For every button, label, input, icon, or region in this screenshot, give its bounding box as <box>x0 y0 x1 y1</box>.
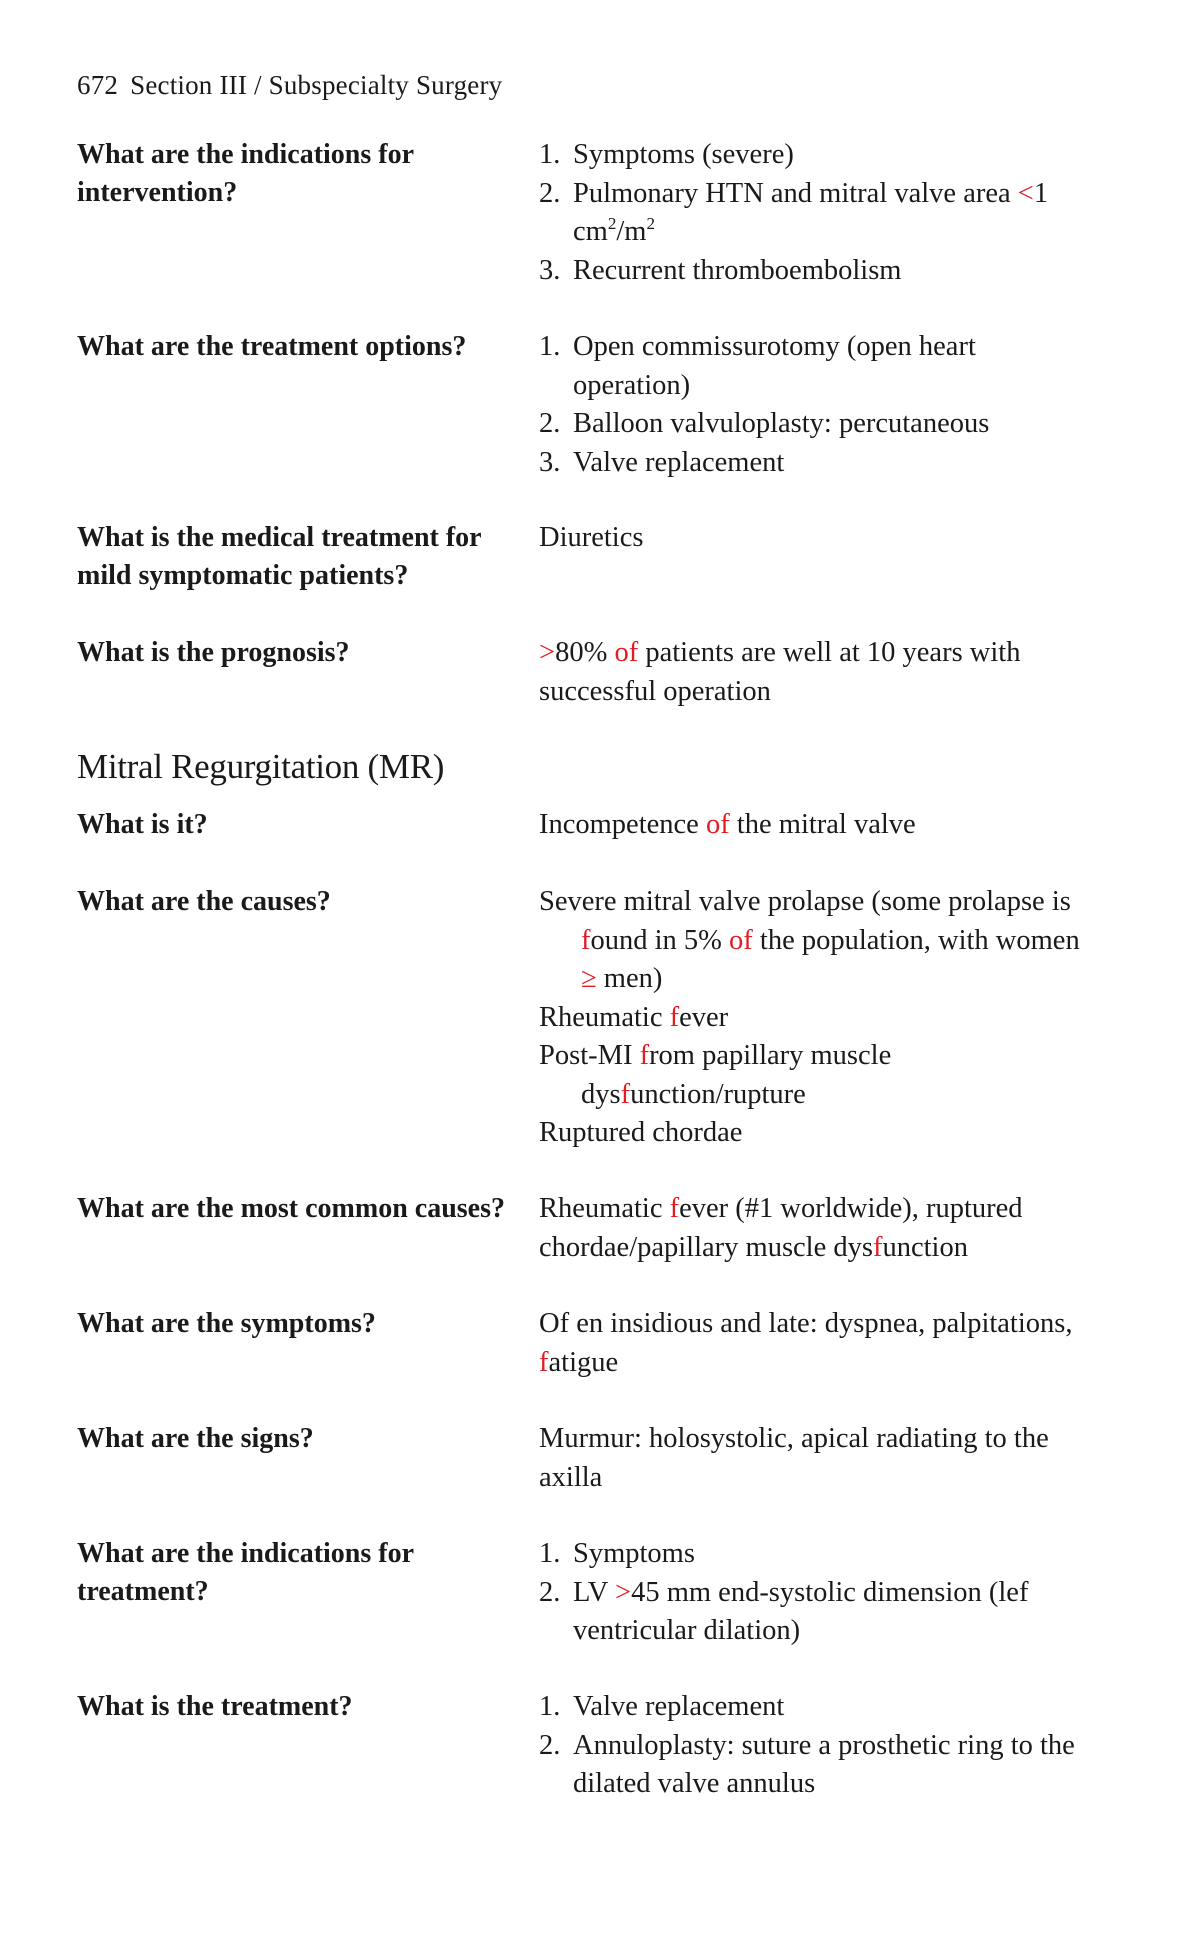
list-item <box>539 252 1099 291</box>
answer-line <box>539 1190 1099 1267</box>
answer-text: Rheumatic <box>539 1193 670 1224</box>
red-text: f <box>669 1001 680 1033</box>
red-text: f <box>581 924 591 956</box>
numbered-list <box>539 136 1099 290</box>
list-item <box>539 1727 1099 1804</box>
answer-text: unction <box>882 1231 968 1263</box>
answer-text: Of en insidious and late: dyspnea, palpitations, <box>539 1308 1073 1339</box>
answer-text: Open commissurotomy (open heart operation) <box>573 331 976 401</box>
page-number: 672 <box>77 70 119 100</box>
answer-text: Murmur: holosystolic, apical radiating to the axilla <box>539 1423 1049 1493</box>
red-text: of <box>614 637 639 668</box>
answer <box>539 1190 1099 1267</box>
answer <box>539 136 1099 290</box>
question: What is the prognosis? <box>77 637 350 668</box>
red-text: > <box>615 1576 632 1608</box>
red-text: of <box>705 809 730 840</box>
answer-text: Severe mitral valve prolapse (some prolapse is <box>539 886 1071 917</box>
answer-text: 45 mm end-systolic dimension (lef ventricular dilation) <box>573 1576 1029 1646</box>
question: What are the causes? <box>77 886 331 917</box>
answer-text: ever (#1 worldwide), ruptured chordae/papillary muscle dys <box>539 1193 1023 1263</box>
list-item <box>539 328 1099 405</box>
question: What is the treatment? <box>77 1691 353 1722</box>
answer-line <box>539 1420 1099 1497</box>
running-head: Section III / Subspecialty Surgery <box>130 70 503 100</box>
answer-line <box>539 519 1099 558</box>
numbered-list <box>539 1535 1099 1651</box>
answer <box>539 883 1099 1153</box>
answer <box>539 634 1099 711</box>
answer-text: Ruptured chordae <box>539 1117 743 1148</box>
question: What is it? <box>77 809 208 840</box>
list-item <box>539 1574 1099 1651</box>
answer-text: Annuloplasty: suture a prosthetic ring to the dilated valve annulus <box>573 1729 1075 1799</box>
red-text: f <box>539 1346 549 1378</box>
answer-text: Post-MI <box>539 1040 640 1071</box>
answer-line <box>539 634 1099 711</box>
list-number: 1. <box>539 331 561 362</box>
answer-text: /m <box>616 216 647 247</box>
list-item <box>539 1037 1099 1114</box>
answer-text: Symptoms <box>573 1538 695 1569</box>
answer <box>539 1535 1099 1651</box>
answer-text: Valve replacement <box>573 1691 785 1722</box>
red-text: > <box>539 637 556 668</box>
answer-text: men) <box>596 963 663 994</box>
list-number: 3. <box>539 446 561 478</box>
list-number: 3. <box>539 254 561 286</box>
list-number: 1. <box>539 1691 561 1722</box>
list-item <box>539 999 1099 1038</box>
answer-text: ound in 5% <box>590 924 730 956</box>
answer-text: LV <box>573 1576 615 1608</box>
question: What are the treatment options? <box>77 331 467 362</box>
section-title: Mitral Regurgitation (MR) <box>77 747 445 786</box>
answer <box>539 1420 1099 1497</box>
answer-text: 1 cm <box>573 177 1049 247</box>
red-text: f <box>620 1078 631 1110</box>
red-text: f <box>872 1231 883 1263</box>
page-header <box>77 70 502 101</box>
list-item <box>539 1535 1099 1574</box>
list-item <box>539 1688 1099 1727</box>
list-number: 2. <box>539 1576 561 1608</box>
question: What are the most common causes? <box>77 1193 505 1224</box>
list-item <box>539 883 1099 999</box>
red-text: ≥ <box>581 963 597 994</box>
list-number: 1. <box>539 1538 561 1569</box>
question: What is the medical treatment for mild symptomatic patients? <box>77 522 482 591</box>
list-number: 2. <box>539 408 561 439</box>
red-text: f <box>669 1193 680 1224</box>
answer-text: Recurrent thromboembolism <box>573 254 902 286</box>
answer <box>539 806 1099 845</box>
red-text: < <box>1017 177 1034 209</box>
question: What are the signs? <box>77 1423 314 1454</box>
question: What are the indications for treatment? <box>77 1538 414 1607</box>
answer-line <box>539 806 1099 845</box>
list-item <box>539 136 1099 175</box>
answer-text: 80% <box>555 637 615 668</box>
numbered-list <box>539 328 1099 482</box>
answer-text: the mitral valve <box>729 809 916 840</box>
answer-text: 2 <box>607 213 617 233</box>
answer-text: Pulmonary HTN and mitral valve area <box>573 177 1018 209</box>
answer-text: unction/rupture <box>630 1078 806 1110</box>
answer-text: Valve replacement <box>573 446 785 478</box>
answer <box>539 1305 1099 1382</box>
answer <box>539 328 1099 482</box>
list-number: 2. <box>539 177 561 209</box>
answer-text: the population, with women <box>752 924 1080 956</box>
answer-text: Rheumatic <box>539 1001 670 1033</box>
answer-text: atigue <box>548 1346 619 1378</box>
answer-text: Diuretics <box>539 522 644 553</box>
answer-text: rom papillary muscle dys <box>581 1040 892 1110</box>
list-item <box>539 1114 1099 1153</box>
red-text: f <box>639 1040 650 1071</box>
answer <box>539 519 1099 558</box>
answer <box>539 1688 1099 1804</box>
question: What are the symptoms? <box>77 1308 376 1339</box>
numbered-list <box>539 1688 1099 1804</box>
answer-text: 2 <box>646 213 656 233</box>
question: What are the indications for intervention? <box>77 139 414 208</box>
list-number: 2. <box>539 1729 561 1761</box>
answer-text: patients are well at 10 years with successful operation <box>539 637 1021 707</box>
red-text: of <box>729 924 753 956</box>
answer-text: ever <box>679 1001 729 1033</box>
list-item <box>539 444 1099 483</box>
list-item <box>539 405 1099 444</box>
answer-line <box>539 1305 1099 1382</box>
answer-text: Balloon valvuloplasty: percutaneous <box>573 408 990 439</box>
answer-text: Symptoms (severe) <box>573 139 794 170</box>
list-number: 1. <box>539 139 561 170</box>
answer-text: Incompetence <box>539 809 706 840</box>
list-item <box>539 175 1099 252</box>
